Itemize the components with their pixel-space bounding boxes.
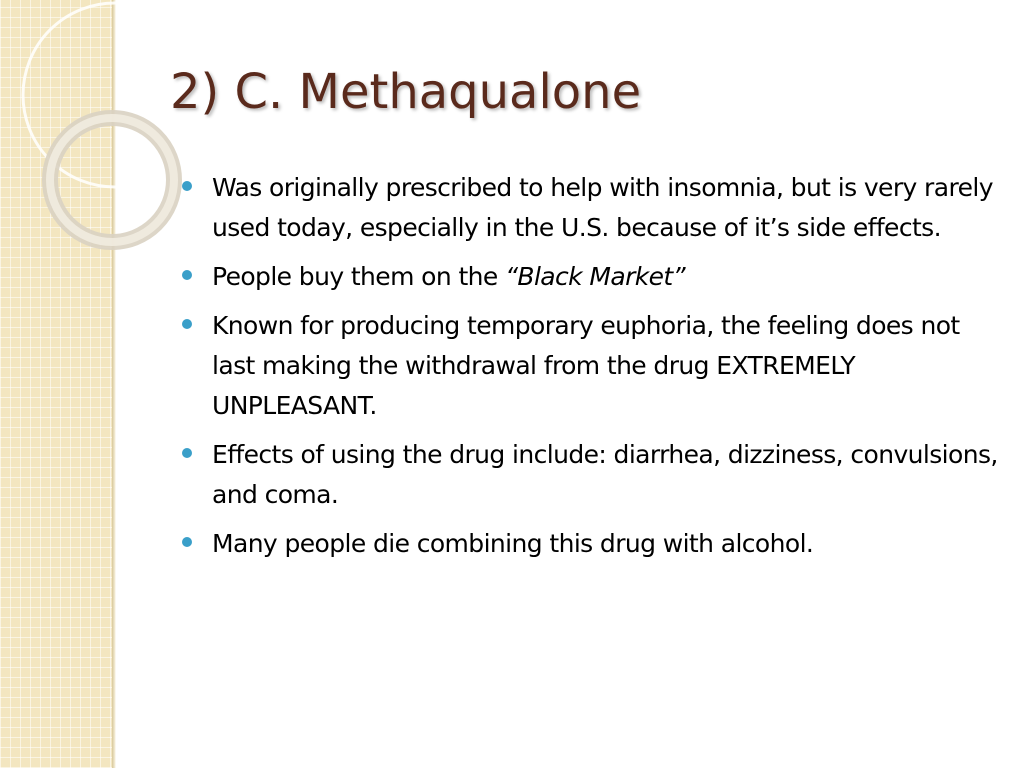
bullet-dot-icon (182, 537, 192, 547)
bullet-item (178, 435, 998, 515)
bullet-text: Known for producing temporary euphoria, the feeling does not last making the withdrawal from the drug EXTREMELY UNPLEASANT. (212, 311, 960, 420)
bullet-emphasis-text: “Black Market” (505, 262, 685, 291)
bullet-dot-icon (182, 270, 192, 280)
bullet-item (178, 168, 998, 248)
bullet-text: People buy them on the (212, 262, 506, 291)
bullet-text: Was originally prescribed to help with insomnia, but is very rarely used today, especially in the U.S. because of it’s side effects. (212, 173, 993, 242)
bullet-item (178, 257, 998, 297)
bullet-list (178, 168, 998, 573)
side-panel-border (112, 0, 116, 768)
decorative-side-panel (0, 0, 112, 768)
bullet-dot-icon (182, 448, 192, 458)
bullet-dot-icon (182, 319, 192, 329)
bullet-dot-icon (182, 181, 192, 191)
bullet-text: Many people die combining this drug with alcohol. (212, 529, 814, 558)
slide-title: 2) C. Methaqualone (170, 64, 642, 120)
bullet-text: Effects of using the drug include: diarrhea, dizziness, convulsions, and coma. (212, 440, 998, 509)
bullet-item (178, 524, 998, 564)
bullet-item (178, 306, 998, 426)
